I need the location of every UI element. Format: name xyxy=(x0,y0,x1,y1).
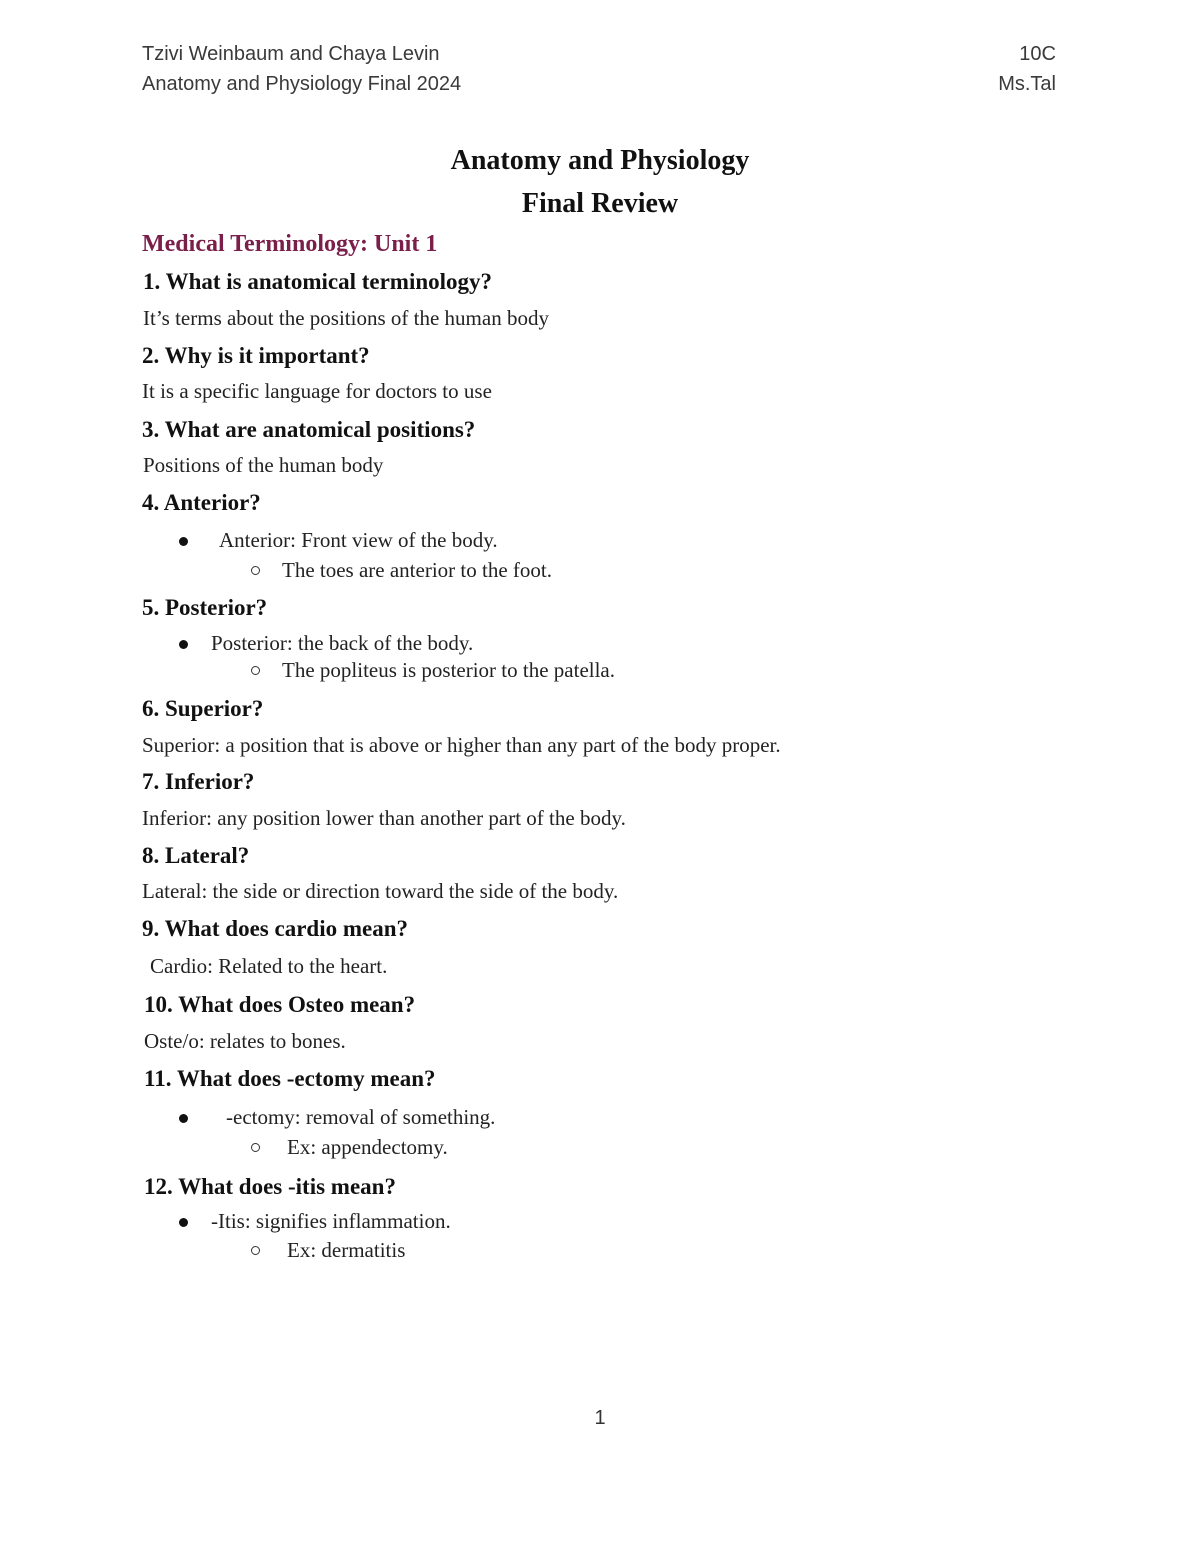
question-12: 12. What does -itis mean? xyxy=(144,1174,396,1199)
header-course: Anatomy and Physiology Final 2024 xyxy=(142,73,462,95)
question-9: 9. What does cardio mean? xyxy=(142,916,408,941)
question-6: 6. Superior? xyxy=(142,696,264,721)
answer-7: Inferior: any position lower than another part of the body. xyxy=(142,806,626,830)
header-teacher: Ms.Tal xyxy=(998,73,1056,95)
answer-10: Oste/o: relates to bones. xyxy=(144,1029,346,1053)
sub-bullet-11: Ex: appendectomy. xyxy=(287,1135,448,1159)
question-4: 4. Anterior? xyxy=(142,490,261,515)
question-3: 3. What are anatomical positions? xyxy=(142,417,476,442)
sub-bullet-circle-icon xyxy=(251,1143,260,1152)
question-11: 11. What does -ectomy mean? xyxy=(144,1066,436,1091)
question-1: 1. What is anatomical terminology? xyxy=(143,269,493,294)
header-authors: Tzivi Weinbaum and Chaya Levin xyxy=(142,43,440,65)
question-5: 5. Posterior? xyxy=(142,595,268,620)
page-subtitle: Final Review xyxy=(521,188,679,219)
question-7: 7. Inferior? xyxy=(142,769,255,794)
answer-1: It’s terms about the positions of the human body xyxy=(143,306,549,330)
page-title: Anatomy and Physiology xyxy=(450,145,750,176)
sub-bullet-4: The toes are anterior to the foot. xyxy=(282,558,552,582)
bullet-12: -Itis: signifies inflammation. xyxy=(211,1209,451,1233)
answer-2: It is a specific language for doctors to use xyxy=(142,379,492,403)
answer-8: Lateral: the side or direction toward the side of the body. xyxy=(142,879,619,903)
section-heading: Medical Terminology: Unit 1 xyxy=(142,231,438,257)
question-2: 2. Why is it important? xyxy=(142,343,370,368)
header-class: 10C xyxy=(1019,43,1056,65)
answer-6: Superior: a position that is above or higher than any part of the body proper. xyxy=(142,733,781,757)
bullet-5: Posterior: the back of the body. xyxy=(211,631,474,655)
bullet-4: Anterior: Front view of the body. xyxy=(219,528,498,552)
sub-bullet-5: The popliteus is posterior to the patella. xyxy=(282,658,616,682)
bullet-dot-icon xyxy=(179,1114,188,1123)
sub-bullet-circle-icon xyxy=(251,566,260,575)
question-10: 10. What does Osteo mean? xyxy=(144,992,416,1017)
page-number: 1 xyxy=(594,1407,606,1429)
question-8: 8. Lateral? xyxy=(142,843,250,868)
sub-bullet-circle-icon xyxy=(251,666,260,675)
sub-bullet-12: Ex: dermatitis xyxy=(287,1238,406,1262)
answer-9: Cardio: Related to the heart. xyxy=(150,954,388,978)
bullet-dot-icon xyxy=(179,1218,188,1227)
bullet-dot-icon xyxy=(179,537,188,546)
bullet-11: -ectomy: removal of something. xyxy=(226,1105,496,1129)
answer-3: Positions of the human body xyxy=(143,453,384,477)
sub-bullet-circle-icon xyxy=(251,1246,260,1255)
bullet-dot-icon xyxy=(179,640,188,649)
